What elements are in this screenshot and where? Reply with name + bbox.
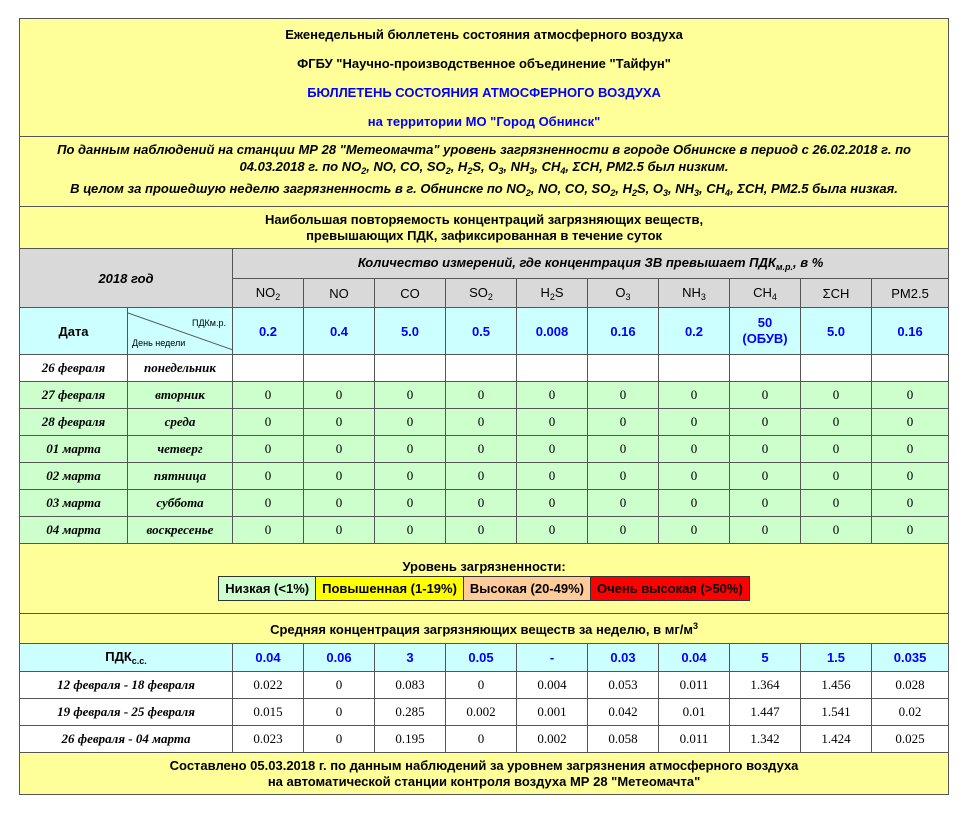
header-line-4: на территории МО "Город Обнинск" xyxy=(367,113,601,129)
week-value: 0.022 xyxy=(233,672,304,699)
day-value xyxy=(659,355,730,382)
week-value: 1.424 xyxy=(801,726,872,753)
footer-line-2: на автоматической станции контроля воздуха МР 28 "Метеомачта" xyxy=(267,773,701,789)
week-period: 26 февраля - 04 марта xyxy=(20,726,233,753)
frequency-title-line-2: превышающих ПДК, зафиксированная в течение суток xyxy=(306,227,663,243)
day-value: 0 xyxy=(446,517,517,544)
day-value: 0 xyxy=(588,436,659,463)
pdk-mr-value: 0.16 xyxy=(872,308,949,355)
avg-title-sup: 3 xyxy=(692,620,698,631)
day-value: 0 xyxy=(375,517,446,544)
pdk-mr-value: 50 (ОБУВ) xyxy=(730,308,801,355)
day-value: 0 xyxy=(446,463,517,490)
day-date: 28 февраля xyxy=(20,409,128,436)
legend-item: Высокая (20-49%) xyxy=(464,577,591,600)
frequency-title xyxy=(20,207,949,249)
week-value: 0.195 xyxy=(375,726,446,753)
bulletin-header xyxy=(20,19,949,137)
gas-header-co: CO xyxy=(375,279,446,308)
day-value: 0 xyxy=(588,409,659,436)
frequency-title-line-1: Наибольшая повторяемость концентраций загрязняющих веществ, xyxy=(265,211,704,227)
legend xyxy=(218,576,750,601)
week-value: 0.083 xyxy=(375,672,446,699)
day-value: 0 xyxy=(304,436,375,463)
pdk-ss-label-text: ПДК xyxy=(105,649,132,664)
day-value: 0 xyxy=(375,463,446,490)
day-value: 0 xyxy=(872,436,949,463)
pdk-mr-row xyxy=(20,308,949,355)
week-value: 0 xyxy=(304,699,375,726)
week-value: 0.011 xyxy=(659,672,730,699)
pdk-mr-value: 0.2 xyxy=(233,308,304,355)
summary-paragraph-1 xyxy=(26,141,942,180)
pdk-ss-value: 0.04 xyxy=(233,644,304,672)
pdk-ss-value: - xyxy=(517,644,588,672)
day-value: 0 xyxy=(375,409,446,436)
day-value: 0 xyxy=(730,463,801,490)
day-value: 0 xyxy=(375,382,446,409)
summary-p2-start: В целом за прошедшую неделю загрязненность в г. Обнинске по xyxy=(70,181,507,196)
day-value: 0 xyxy=(446,490,517,517)
day-weekday: вторник xyxy=(128,382,233,409)
day-value: 0 xyxy=(730,517,801,544)
day-weekday: понедельник xyxy=(128,355,233,382)
day-value: 0 xyxy=(872,517,949,544)
gas-header-ch4: $CH_4$ xyxy=(730,279,801,308)
day-value: 0 xyxy=(801,463,872,490)
day-value: 0 xyxy=(659,409,730,436)
summary-p1-start: По данным наблюдений на станции МР 28 "Метеомачта" уровень загрязненности в городе Обнинске в период с 26.02.2018 г. по 04.03.2018 г. по xyxy=(57,142,911,174)
week-value: 1.447 xyxy=(730,699,801,726)
pdk-mr-value: 0.5 xyxy=(446,308,517,355)
gas-header-so2: $SO_2$ xyxy=(446,279,517,308)
day-weekday: воскресенье xyxy=(128,517,233,544)
week-value: 1.456 xyxy=(801,672,872,699)
day-value: 0 xyxy=(233,490,304,517)
day-value: 0 xyxy=(872,463,949,490)
pdk-mr-label: ПДКм.р. xyxy=(191,318,226,328)
day-value: 0 xyxy=(304,382,375,409)
measure-label: Количество измерений, где концентрация ЗВ превышает ПДК xyxy=(357,255,776,270)
day-value xyxy=(304,355,375,382)
week-value: 0.002 xyxy=(517,726,588,753)
legend-item: Низкая (<1%) xyxy=(219,577,316,600)
day-value: 0 xyxy=(801,382,872,409)
week-value: 0.042 xyxy=(588,699,659,726)
diagonal-header-cell xyxy=(128,308,233,355)
measure-suffix: , в % xyxy=(793,255,824,270)
day-value xyxy=(872,355,949,382)
table-row xyxy=(20,436,949,463)
day-weekday: пятница xyxy=(128,463,233,490)
day-date: 27 февраля xyxy=(20,382,128,409)
table-row xyxy=(20,409,949,436)
day-value: 0 xyxy=(304,517,375,544)
pdk-ss-value: 0.03 xyxy=(588,644,659,672)
day-value xyxy=(446,355,517,382)
day-value: 0 xyxy=(375,490,446,517)
week-value: 0.025 xyxy=(872,726,949,753)
day-value: 0 xyxy=(872,382,949,409)
footer xyxy=(20,753,949,795)
day-value: 0 xyxy=(517,382,588,409)
day-value: 0 xyxy=(801,436,872,463)
summary-p2-gases: $NO_2$, NO, CO, $SO_2$, $H_2S$, $O_3$, $NH_3$, $CH_4$, ΣCH, PM2.5 xyxy=(506,181,809,198)
pdk-mr-value: 0.2 xyxy=(659,308,730,355)
week-value: 0 xyxy=(304,672,375,699)
day-value: 0 xyxy=(801,409,872,436)
table-row xyxy=(20,672,949,699)
table-row xyxy=(20,726,949,753)
day-value: 0 xyxy=(233,517,304,544)
day-value: 0 xyxy=(446,409,517,436)
gas-header-sch: ΣCH xyxy=(801,279,872,308)
measure-sub: м.р. xyxy=(775,262,794,272)
week-value: 0.01 xyxy=(659,699,730,726)
day-date: 01 марта xyxy=(20,436,128,463)
date-label: Дата xyxy=(20,308,128,355)
legend-title: Уровень загрязненности: xyxy=(402,558,566,574)
week-period: 12 февраля - 18 февраля xyxy=(20,672,233,699)
table-row xyxy=(20,490,949,517)
table-row xyxy=(20,463,949,490)
day-date: 03 марта xyxy=(20,490,128,517)
header-line-1: Еженедельный бюллетень состояния атмосферного воздуха xyxy=(285,26,683,42)
gas-header-o3: $O_3$ xyxy=(588,279,659,308)
summary-p2-end: была низкая. xyxy=(808,181,898,196)
pdk-mr-value: 5.0 xyxy=(801,308,872,355)
header-line-3: БЮЛЛЕТЕНЬ СОСТОЯНИЯ АТМОСФЕРНОГО ВОЗДУХА xyxy=(307,84,661,100)
day-value: 0 xyxy=(517,517,588,544)
week-value: 0.053 xyxy=(588,672,659,699)
day-weekday: суббота xyxy=(128,490,233,517)
pdk-ss-value: 0.04 xyxy=(659,644,730,672)
gas-header-no2: $NO_2$ xyxy=(233,279,304,308)
day-value: 0 xyxy=(588,463,659,490)
gas-header-no: NO xyxy=(304,279,375,308)
day-date: 26 февраля xyxy=(20,355,128,382)
week-value: 0.028 xyxy=(872,672,949,699)
day-value: 0 xyxy=(659,517,730,544)
day-value: 0 xyxy=(730,382,801,409)
day-value: 0 xyxy=(233,382,304,409)
avg-title-text: Средняя концентрация загрязняющих веществ за неделю, в мг/м xyxy=(270,621,693,637)
table-row xyxy=(20,355,949,382)
week-value: 1.342 xyxy=(730,726,801,753)
day-rows xyxy=(20,355,949,544)
day-value: 0 xyxy=(304,409,375,436)
day-value: 0 xyxy=(801,490,872,517)
legend-block xyxy=(20,544,949,614)
day-value: 0 xyxy=(517,409,588,436)
pdk-ss-label xyxy=(20,644,233,672)
week-value: 0.02 xyxy=(872,699,949,726)
day-value: 0 xyxy=(233,463,304,490)
avg-title xyxy=(20,614,949,644)
day-value: 0 xyxy=(446,436,517,463)
pdk-ss-value: 1.5 xyxy=(801,644,872,672)
pdk-mr-value: 0.008 xyxy=(517,308,588,355)
gas-header-h2s: $H_2S$ xyxy=(517,279,588,308)
day-value: 0 xyxy=(730,436,801,463)
day-date: 02 марта xyxy=(20,463,128,490)
summary-p1-end: был низким. xyxy=(643,159,729,174)
day-weekday: среда xyxy=(128,409,233,436)
measure-header xyxy=(233,249,949,279)
week-value: 1.364 xyxy=(730,672,801,699)
pdk-ss-value: 3 xyxy=(375,644,446,672)
table-row xyxy=(20,382,949,409)
week-period: 19 февраля - 25 февраля xyxy=(20,699,233,726)
week-value: 0.058 xyxy=(588,726,659,753)
day-value: 0 xyxy=(659,382,730,409)
day-value: 0 xyxy=(588,490,659,517)
week-value: 0 xyxy=(446,672,517,699)
day-value: 0 xyxy=(304,490,375,517)
day-value: 0 xyxy=(659,490,730,517)
pdk-mr-value: 5.0 xyxy=(375,308,446,355)
day-value: 0 xyxy=(304,463,375,490)
day-value: 0 xyxy=(588,382,659,409)
day-value xyxy=(375,355,446,382)
day-value xyxy=(233,355,304,382)
week-value: 0.004 xyxy=(517,672,588,699)
day-weekday: четверг xyxy=(128,436,233,463)
pdk-ss-value: 5 xyxy=(730,644,801,672)
day-value: 0 xyxy=(517,490,588,517)
year-label: 2018 год xyxy=(20,249,233,308)
day-value: 0 xyxy=(517,436,588,463)
bulletin-table xyxy=(19,18,949,795)
day-label: День недели xyxy=(132,338,186,348)
legend-item: Повышенная (1-19%) xyxy=(316,577,464,600)
gas-header-pm25: PM2.5 xyxy=(872,279,949,308)
day-value: 0 xyxy=(659,436,730,463)
day-value: 0 xyxy=(872,409,949,436)
week-value: 0.285 xyxy=(375,699,446,726)
pdk-ss-sub: с.с. xyxy=(131,656,147,666)
day-value: 0 xyxy=(801,517,872,544)
pdk-mr-value: 0.16 xyxy=(588,308,659,355)
header-line-2: ФГБУ "Научно-производственное объединение "Тайфун" xyxy=(297,55,671,71)
day-value: 0 xyxy=(872,490,949,517)
day-value: 0 xyxy=(588,517,659,544)
week-value: 0.023 xyxy=(233,726,304,753)
day-value xyxy=(801,355,872,382)
day-value: 0 xyxy=(730,490,801,517)
week-value: 1.541 xyxy=(801,699,872,726)
day-value: 0 xyxy=(375,436,446,463)
day-value: 0 xyxy=(517,463,588,490)
week-value: 0 xyxy=(446,726,517,753)
table-row xyxy=(20,517,949,544)
pdk-mr-value: 0.4 xyxy=(304,308,375,355)
summary-block xyxy=(20,137,949,207)
day-value xyxy=(730,355,801,382)
table-row xyxy=(20,699,949,726)
week-value: 0.002 xyxy=(446,699,517,726)
day-value: 0 xyxy=(233,436,304,463)
day-value: 0 xyxy=(659,463,730,490)
day-value xyxy=(517,355,588,382)
footer-line-1: Составлено 05.03.2018 г. по данным наблюдений за уровнем загрязнения атмосферного воздуха xyxy=(169,757,799,773)
summary-paragraph-2 xyxy=(26,180,942,202)
day-date: 04 марта xyxy=(20,517,128,544)
legend-item: Очень высокая (>50%) xyxy=(591,577,749,600)
gas-header-nh3: $NH_3$ xyxy=(659,279,730,308)
pdk-ss-value: 0.05 xyxy=(446,644,517,672)
week-value: 0.015 xyxy=(233,699,304,726)
summary-p1-gases: $NO_2$, NO, CO, $SO_2$, $H_2S$, $O_3$, $NH_3$, $CH_4$, ΣCH, PM2.5 xyxy=(341,159,644,176)
week-rows xyxy=(20,672,949,753)
pdk-ss-row xyxy=(20,644,949,672)
day-value: 0 xyxy=(446,382,517,409)
day-value: 0 xyxy=(730,409,801,436)
pdk-ss-value: 0.035 xyxy=(872,644,949,672)
week-value: 0.011 xyxy=(659,726,730,753)
week-value: 0.001 xyxy=(517,699,588,726)
day-value xyxy=(588,355,659,382)
day-value: 0 xyxy=(233,409,304,436)
week-value: 0 xyxy=(304,726,375,753)
pdk-ss-value: 0.06 xyxy=(304,644,375,672)
